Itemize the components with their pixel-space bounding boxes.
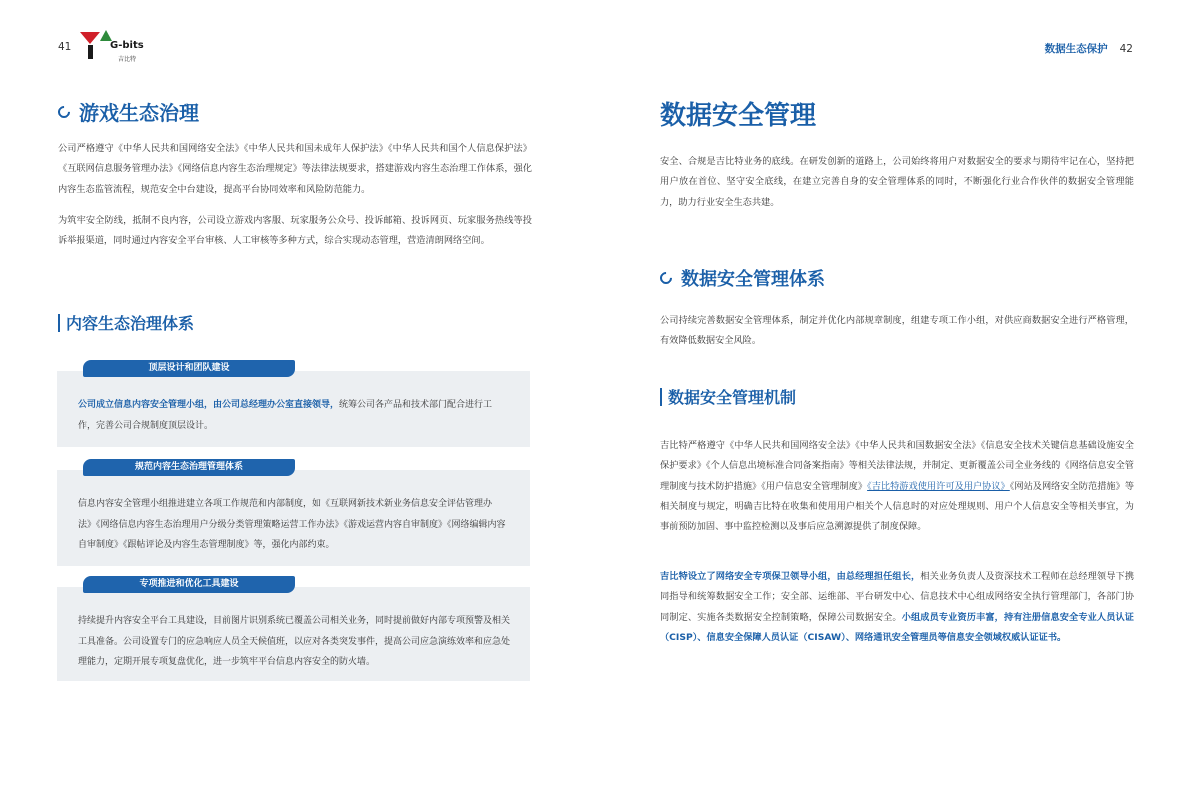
section-heading — [58, 97, 199, 126]
mech-highlight-2: 小组成员专业资历丰富，持有注册信息安全专业人员认证（CISP）、信息安全保障人员认证（CISAW）、网络通讯安全管理员等信息安全领域权威认证证书。 — [660, 611, 1134, 643]
subsection-heading — [58, 311, 194, 334]
user-agreement-link[interactable]: 《吉比特游戏使用许可及用户协议》 — [867, 480, 1010, 492]
card-body: 统筹公司各产品和技术部门配合进行工作，完善公司合规制度顶层设计。 — [78, 400, 493, 431]
mech-text-a: 吉比特严格遵守《中华人民共和国网络安全法》《中华人民共和国数据安全法》《信息安全技术关键信息基础设施安全保护要求》《个人信息出境标准合同备案指南》等相关法律法规，并制定、更新覆盖公司全业务线的《网络信息安全管理制度与技术防护措施》《用户信息安全管理制度》 — [660, 440, 1134, 492]
circle-bullet-icon — [658, 270, 675, 287]
card-text — [78, 395, 510, 436]
page-header — [1045, 41, 1133, 56]
logo-bar-icon — [88, 45, 93, 59]
intro-paragraph: 安全、合规是吉比特业务的底线。在研发创新的道路上，公司始终将用户对数据安全的要求与期待牢记在心，坚持把用户放在首位、坚守安全底线，在建立完善自身的安全管理体系的同时，不断强化行业合作伙伴的数据安全管理能力，助力行业安全生态共建。 — [660, 156, 1134, 208]
subsection-title: 数据安全管理机制 — [668, 388, 797, 407]
mech-text: 相关业务负责人及资深技术工程师在总经理领导下携同指导和统筹数据安全工作；安全部、运维部、平台研发中心、信息技术中心组成网络安全执行管理部门，各部门协同制定、实施各类数据安全控制策略，保障公司数据安全。 — [660, 571, 1135, 623]
section-heading — [660, 265, 825, 291]
logo-red-triangle-icon — [80, 32, 100, 44]
subsection-title: 内容生态治理体系 — [66, 314, 195, 333]
heading-bar-icon — [660, 388, 662, 406]
section-title: 数据安全管理体系 — [681, 269, 825, 290]
card-text: 持续提升内容安全平台工具建设，目前图片识别系统已覆盖公司相关业务，同时提前做好内部专项预警及相关工具准备。公司设置专门的应急响应人员全天候值班，以应对各类突发事件，提高公司应急演练效率和应急处理能力，定期开展专项复盘优化，进一步筑牢平台信息内容安全的防火墙。 — [78, 616, 511, 667]
section-title: 游戏生态治理 — [79, 101, 199, 125]
mech-text-b: 《网站及网络安全防范措施》等相关制度与规定，明确吉比特在收集和使用用户相关个人信息时的对应处理规则、用户个人信息安全等相关事宜，为事前预防加固、事中监控检测以及事后应急溯源提供了制度保障。 — [660, 480, 1135, 533]
card-tag: 专项推进和优化工具建设 — [83, 576, 295, 593]
page-number: 41 — [58, 41, 72, 53]
section-paragraph: 公司持续完善数据安全管理体系，制定并优化内部规章制度，组建专项工作小组，对供应商数据安全进行严格管理，有效降低数据安全风险。 — [660, 315, 1134, 347]
mech-highlight-1: 吉比特设立了网络安全专项保卫领导小组，由总经理担任组长， — [660, 571, 921, 582]
main-title-text: 数据安全管理 — [660, 101, 817, 131]
circle-bullet-icon — [56, 103, 73, 120]
heading-bar-icon — [58, 314, 60, 332]
gbits-logo — [80, 30, 152, 64]
mechanism-paragraph-1 — [660, 436, 1134, 537]
right-page — [596, 0, 1191, 809]
logo-brand-text: G-bits — [110, 40, 144, 51]
mechanism-paragraph-2 — [660, 567, 1134, 648]
card-text: 信息内容安全管理小组推进建立各项工作规范和内部制度，如《互联网新技术新业务信息安全评估管理办法》《网络信息内容生态治理用户分级分类管理策略运营工作办法》《游戏运营内容自审制度》《网络编辑内容自审制度》《跟帖评论及内容生态管理制度》等，强化内部约束。 — [78, 499, 506, 550]
intro-paragraph-2: 为筑牢安全防线，抵制不良内容，公司设立游戏内客服、玩家服务公众号、投诉邮箱、投诉网页、玩家服务热线等投诉举报渠道，同时通过内容安全平台审核、人工审核等多种方式，综合实现动态管理，营造清朗网络空间。 — [58, 215, 532, 247]
card-tag: 规范内容生态治理管理体系 — [83, 459, 295, 476]
left-page — [0, 0, 595, 809]
subsection-heading — [660, 385, 796, 408]
header-section-label: 数据生态保护 — [1044, 43, 1108, 55]
intro-paragraph-1: 公司严格遵守《中华人民共和国网络安全法》《中华人民共和国未成年人保护法》《中华人民共和国个人信息保护法》《互联网信息服务管理办法》《网络信息内容生态治理规定》等法律法规要求，搭建游戏内容生态治理工作体系，强化内容生态监管流程，规范安全中台建设，提高平台协同效率和风险防范能力。 — [58, 143, 532, 195]
card-highlight: 公司成立信息内容安全管理小组，由公司总经理办公室直接领导， — [78, 400, 340, 410]
page-number: 42 — [1119, 43, 1133, 55]
main-title — [660, 95, 816, 132]
logo-subtitle: 吉比特 — [118, 56, 137, 63]
card-tag: 顶层设计和团队建设 — [83, 360, 295, 377]
